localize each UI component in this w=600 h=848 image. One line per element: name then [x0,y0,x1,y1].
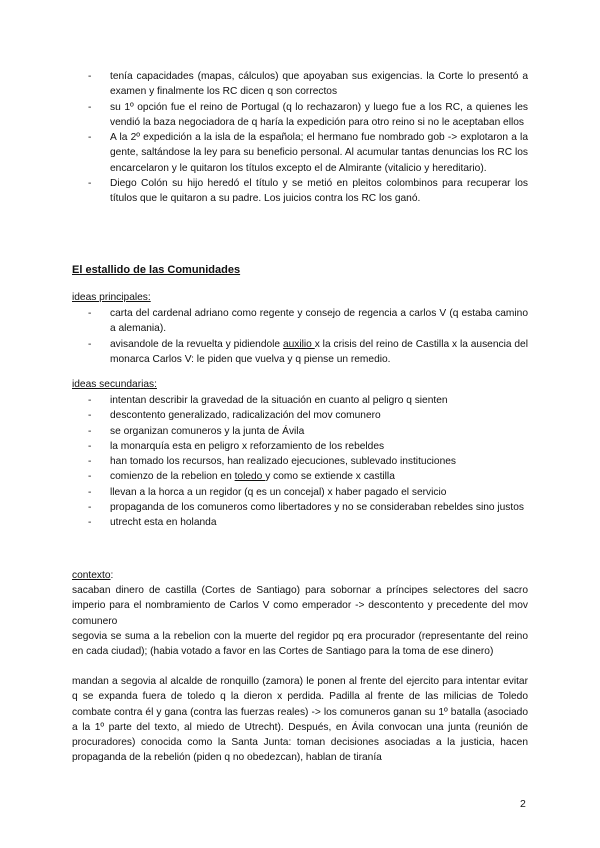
context-paragraph: mandan a segovia al alcalde de ronquillo (zamora) le ponen al frente del ejercito para intentar evitar q se expanda fuera de toledo q la dieron x perdida. Padilla al frente de las milicias de Toledo combate contra él y gana (contra las fuerzas reales) -> los comuneros ganan su 1º batalla (asociado a la 1º parte del texto, al miedo de Utrecht). Después, en Ávila convocan una junta (reunión de procuradores) conocida como la Santa Junta: toman decisiones asociadas a la justicia, hacen propaganda de la rebelión (piden q no obedezcan), hablan de tiranía [72,676,528,764]
list-item: - intentan describir la gravedad de la situación en cuanto al peligro q sienten [88,395,448,406]
list-item: - comienzo de la rebelion en toledo y como se extiende x castilla [88,471,395,483]
top-bullet-list [88,69,528,207]
list-item: - han tomado los recursos, han realizado ejecuciones, sublevado instituciones [88,456,457,468]
section-title: El estallido de las Comunidades [72,264,241,276]
list-item: - descontento generalizado, radicalización del mov comunero [88,410,381,422]
context-paragraph: segovia se suma a la rebelion con la muerte del regidor pq era procurador (representante del reino en cada ciudad); (habia votado a favor en las Cortes de Santiago para la toma de ese dinero) [72,631,528,658]
main-ideas-label: ideas principales: [72,292,151,303]
list-item: - Diego Colón su hijo heredó el título y se metió en pleitos colombinos para recuperar los títulos que le quitaron a su padre. Los juicios contra los RC los ganó. [88,178,528,205]
secondary-ideas-label: ideas secundarias: [72,379,157,390]
list-item: - tenía capacidades (mapas, cálculos) que apoyaban sus exigencias. la Corte lo presentó a examen y finalmente los RC dicen q son correctos [88,71,528,98]
list-item: - carta del cardenal adriano como regente y consejo de regencia a carlos V (q estaba camino a alemania). [88,308,528,335]
list-item: - llevan a la horca a un regidor (q es un concejal) x haber pagado el servicio [88,486,447,498]
list-item: - avisandole de la revuelta y pidiendole auxilio x la crisis del reino de Castilla x la ausencia del monarca Carlos V: le piden que vuelva y q piense un remedio. [88,338,528,365]
list-item: - se organizan comuneros y la junta de Ávila [88,425,305,437]
list-item: - propaganda de los comuneros como libertadores y no se consideraban rebeldes sino justos [88,502,524,514]
context-paragraph: sacaban dinero de castilla (Cortes de Santiago) para sobornar a príncipes selectores del sacro imperio para el nombramiento de Carlos V como emperador -> descontento y precedente del mov comunero [72,585,528,627]
list-item: - utrecht esta en holanda [88,517,217,529]
list-item: - A la 2º expedición a la isla de la española; el hermano fue nombrado gob -> explotaron a la gente, saltándose la ley para su beneficio personal. Al acumular tantas denuncias los RC los encarcelaron y le quitaron los títulos excepto el de Almirante (vitalicio y hereditario). [88,132,528,174]
context-label-line: contexto: [72,570,114,581]
page-number: 2 [520,798,526,810]
secondary-ideas-list [88,393,528,531]
context-label: contexto [72,570,111,581]
list-item: - su 1º opción fue el reino de Portugal (q lo rechazaron) y luego fue a los RC, a quienes les vendió la baza negociadora de q haría la expedición para otro reino si no le aceptaban ellos [88,101,528,128]
main-ideas-list [88,306,528,367]
list-item: - la monarquía esta en peligro x reforzamiento de los rebeldes [88,440,385,452]
